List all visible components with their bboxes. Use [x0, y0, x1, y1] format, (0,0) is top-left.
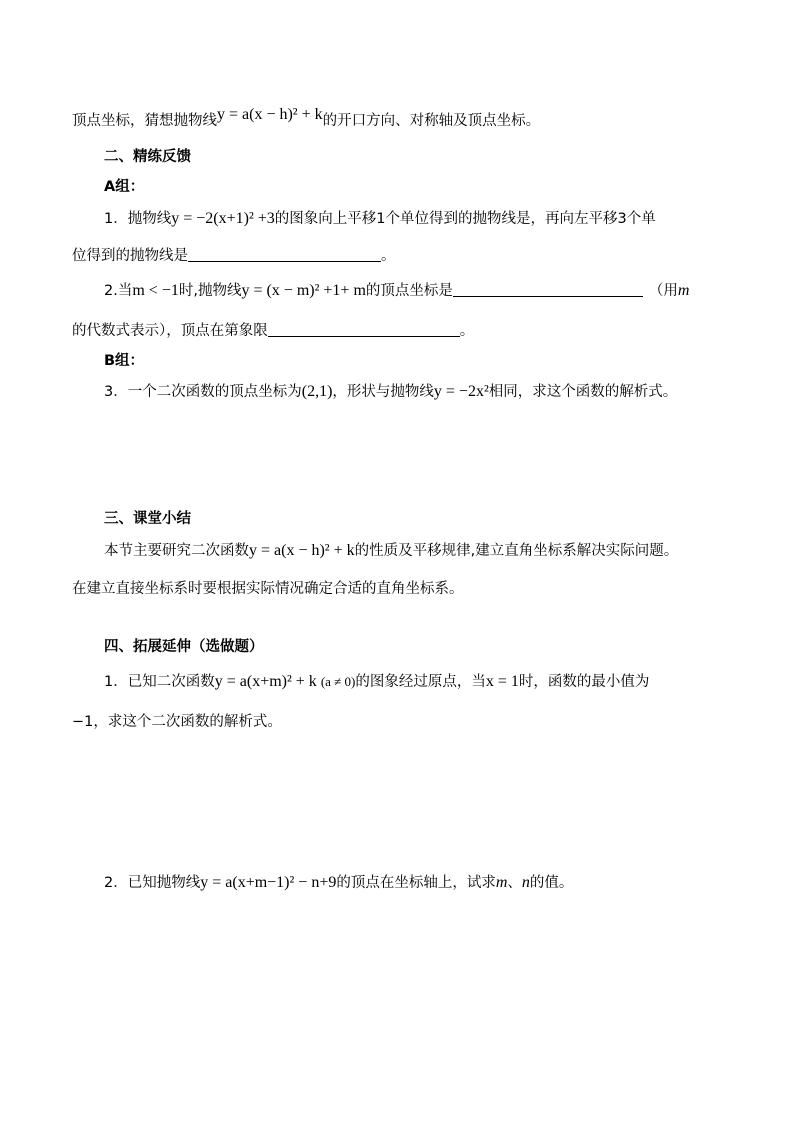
intro-suffix: 的开口方向、对称轴及顶点坐标。 [322, 113, 541, 129]
answer-blank[interactable] [453, 281, 643, 297]
question-end: 的值。 [529, 875, 574, 891]
question-number: 2. [104, 283, 118, 299]
separator: 、 [507, 875, 522, 891]
x-value: x = 1 [485, 673, 519, 690]
question-end: 。 [459, 323, 475, 339]
question-text: 的代数式表示），顶点在第象限 [72, 323, 268, 339]
condition-formula: (a ≠ 0) [320, 674, 356, 689]
answer-blank[interactable] [188, 246, 381, 262]
question-text: 的顶点在坐标轴上，试求 [336, 875, 496, 891]
extension-q2 [104, 872, 573, 894]
vertex-point: (2,1) [301, 383, 333, 400]
question-a2-line2 [72, 320, 474, 342]
quadratic-formula: y = a(x+m)² + k [214, 673, 317, 690]
question-end: 。 [381, 248, 396, 264]
variable-m: m [495, 874, 508, 891]
summary-line1 [104, 540, 678, 562]
intro-text: 顶点坐标，猜想抛物线 [72, 113, 217, 129]
question-text: 的顶点坐标是 [365, 283, 453, 299]
section-3-heading: 三、课堂小结 [104, 511, 191, 527]
parabola-formula: y = a(x+m−1)² − n+9 [200, 874, 337, 891]
question-text: 当 [117, 283, 133, 299]
extension-q1-line2: −1，求这个二次函数的解析式。 [72, 714, 282, 730]
summary-text: 的性质及平移规律,建立直角坐标系解决实际问题。 [354, 543, 679, 559]
question-b3 [104, 381, 677, 403]
question-text: 位得到的抛物线是 [72, 248, 188, 264]
parabola-formula: y = −2x² [433, 383, 489, 400]
question-text: 的图象经过原点，当 [355, 674, 486, 690]
question-text: 已知二次函数 [127, 674, 215, 690]
question-text: 一个二次函数的顶点坐标为 [127, 384, 302, 400]
intro-line [72, 106, 541, 132]
parabola-formula: y = (x − m)² +1+ m [241, 282, 366, 299]
group-b-label: B组： [104, 353, 145, 369]
question-text: 的图象向上平移1个单位得到的抛物线是，再向左平移3个单 [274, 211, 656, 227]
variable-m: m [677, 282, 690, 299]
question-text: 已知抛物线 [127, 875, 201, 891]
question-number: 1． [104, 674, 128, 690]
condition-formula: m < −1 [132, 282, 179, 299]
extension-q1-line1 [104, 671, 649, 693]
vertex-form-formula: y = a(x − h)² + k [249, 542, 355, 559]
question-text: 时，函数的最小值为 [518, 674, 650, 690]
question-a1-line2 [72, 245, 396, 267]
section-2-heading: 二、精练反馈 [104, 149, 191, 165]
question-text: ，形状与抛物线 [332, 384, 434, 400]
group-a-label: A组： [104, 179, 145, 195]
question-a2-line1 [104, 280, 689, 302]
question-text: 抛物线 [127, 211, 172, 227]
question-text: （用 [648, 283, 678, 299]
parabola-formula: y = −2(x+1)² +3 [171, 210, 275, 227]
variable-n: n [521, 874, 530, 891]
question-text: 相同，求这个函数的解析式。 [488, 384, 678, 400]
question-number: 1． [104, 211, 128, 227]
vertex-form-formula: y = a(x − h)² + k [217, 106, 323, 123]
question-text: 时,抛物线 [178, 283, 242, 299]
section-4-heading: 四、拓展延伸（选做题） [104, 639, 264, 655]
question-number: 3． [104, 384, 128, 400]
answer-blank[interactable] [268, 321, 460, 337]
summary-text: 本节主要研究二次函数 [104, 543, 249, 559]
summary-line2: 在建立直接坐标系时要根据实际情况确定合适的直角坐标系。 [72, 581, 464, 597]
question-number: 2． [104, 875, 128, 891]
question-a1-line1 [104, 208, 656, 230]
